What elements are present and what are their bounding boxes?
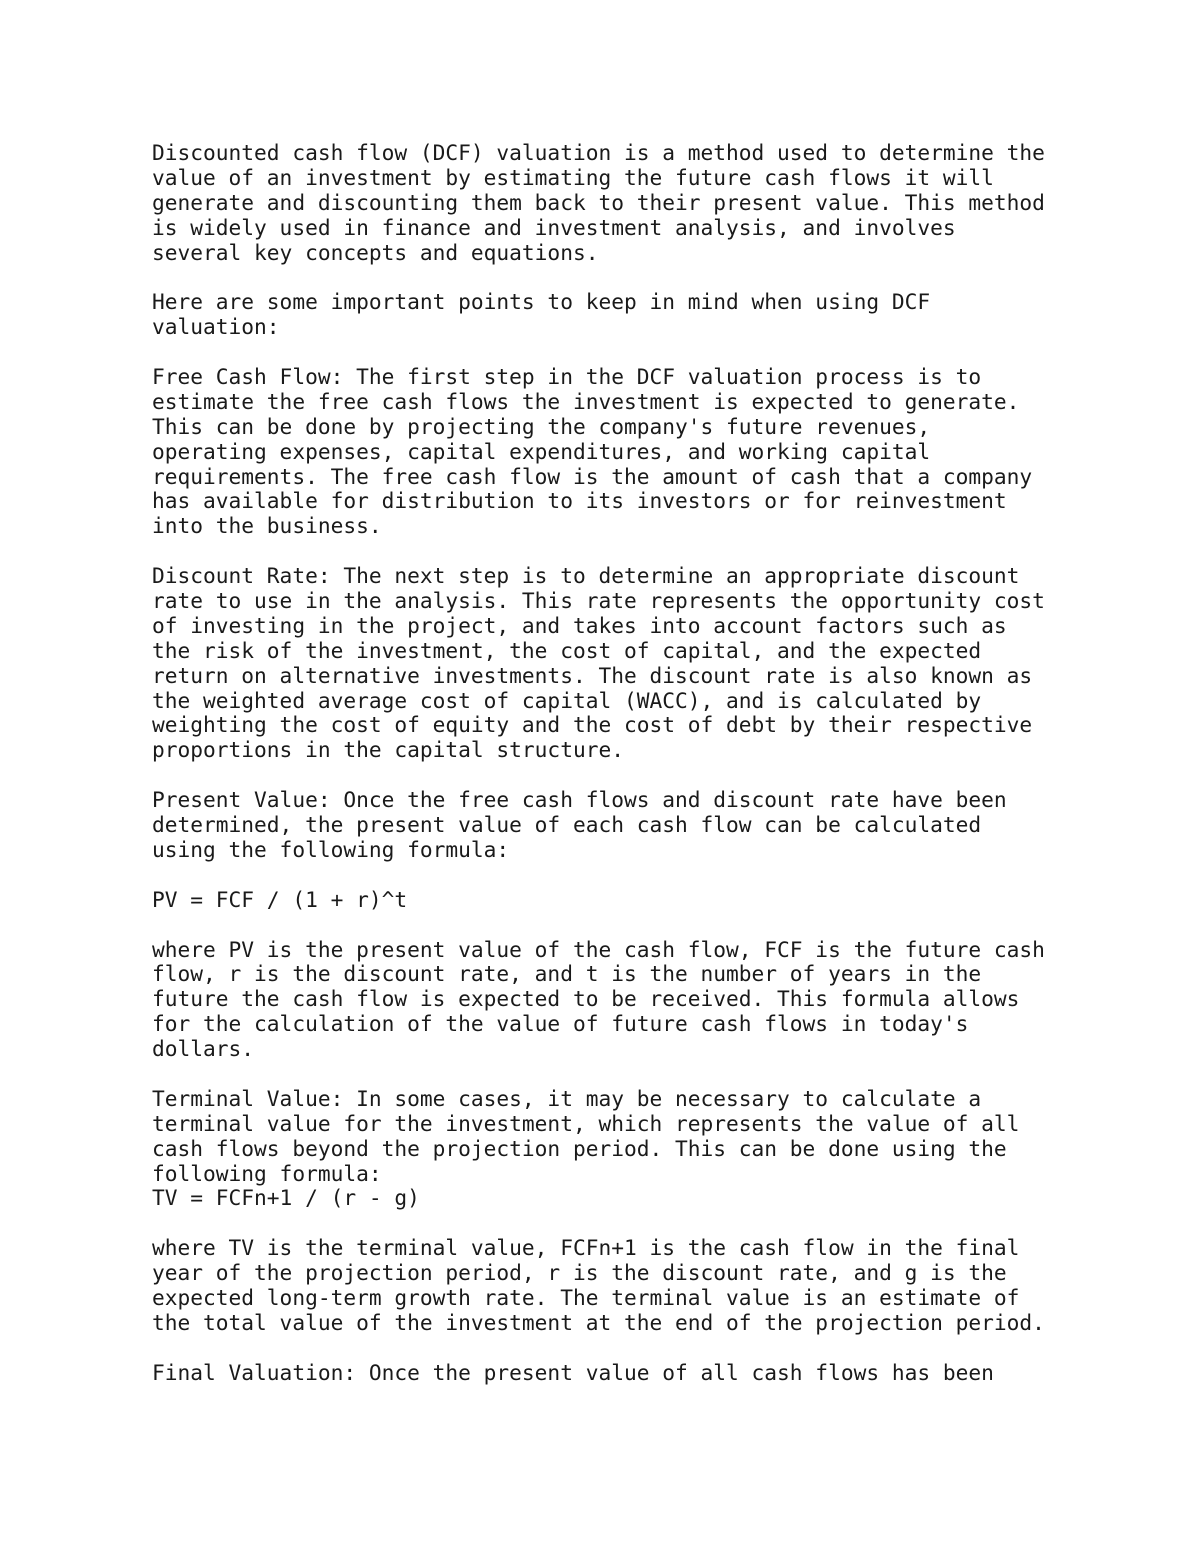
document-body [152, 141, 1152, 1386]
text-line: Discounted cash flow (DCF) valuation is a method used to determine the [152, 140, 1045, 165]
text-line: into the business. [152, 513, 382, 539]
text-line: is widely used in finance and investment analysis, and involves [152, 214, 956, 240]
text-line [152, 340, 1152, 365]
text-line: TV = FCFn+1 / (r - g) [152, 1185, 420, 1211]
text-line: Terminal Value: In some cases, it may be necessary to calculate a [152, 1085, 982, 1111]
text-line: following formula: [152, 1160, 382, 1186]
text-line: where TV is the terminal value, FCFn+1 is the cash flow in the final [152, 1235, 1020, 1261]
text-line: the total value of the investment at the end of the projection period. [152, 1309, 1045, 1335]
text-line [152, 1336, 1152, 1361]
text-line: where PV is the present value of the cash flow, FCF is the future cash [152, 936, 1045, 962]
text-line: determined, the present value of each cash flow can be calculated [152, 812, 982, 838]
text-line: requirements. The free cash flow is the amount of cash that a company [152, 463, 1033, 489]
text-line: generate and discounting them back to their present value. This method [152, 189, 1045, 215]
text-line: estimate the free cash flows the investment is expected to generate. [152, 388, 1020, 414]
text-line [152, 763, 1152, 788]
text-line: has available for distribution to its investors or for reinvestment [152, 488, 1007, 514]
text-line: for the calculation of the value of future cash flows in today's [152, 1011, 969, 1037]
text-line: value of an investment by estimating the future cash flows it will [152, 164, 994, 190]
text-line: future the cash flow is expected to be received. This formula allows [152, 986, 1020, 1012]
text-line: dollars. [152, 1036, 255, 1062]
text-line: expected long-term growth rate. The terminal value is an estimate of [152, 1284, 1020, 1310]
text-line: This can be done by projecting the company's future revenues, [152, 413, 931, 439]
text-line: several key concepts and equations. [152, 239, 599, 265]
text-line: valuation: [152, 314, 280, 340]
text-line: year of the projection period, r is the discount rate, and g is the [152, 1260, 1007, 1286]
text-line: Discount Rate: The next step is to determine an appropriate discount [152, 563, 1020, 589]
text-line [152, 913, 1152, 938]
text-line [152, 539, 1152, 564]
text-line: operating expenses, capital expenditures, and working capital [152, 438, 931, 464]
text-line: return on alternative investments. The discount rate is also known as [152, 662, 1033, 688]
text-line [152, 265, 1152, 290]
text-line: Free Cash Flow: The first step in the DCF valuation process is to [152, 364, 982, 390]
text-line: terminal value for the investment, which represents the value of all [152, 1110, 1020, 1136]
text-line: flow, r is the discount rate, and t is the number of years in the [152, 961, 982, 987]
text-line [152, 863, 1152, 888]
text-line: PV = FCF / (1 + r)^t [152, 886, 408, 912]
text-line [152, 1211, 1152, 1236]
text-line: weighting the cost of equity and the cost of debt by their respective [152, 712, 1033, 738]
text-line: of investing in the project, and takes into account factors such as [152, 612, 1007, 638]
text-line: using the following formula: [152, 836, 510, 862]
text-line: cash flows beyond the projection period. This can be done using the [152, 1135, 1007, 1161]
text-line: Present Value: Once the free cash flows and discount rate have been [152, 787, 1007, 813]
text-line: rate to use in the analysis. This rate represents the opportunity cost [152, 588, 1045, 614]
text-line: the risk of the investment, the cost of capital, and the expected [152, 637, 982, 663]
text-line: Here are some important points to keep in mind when using DCF [152, 289, 931, 315]
text-line: the weighted average cost of capital (WACC), and is calculated by [152, 687, 982, 713]
text-line: Final Valuation: Once the present value of all cash flows has been [152, 1359, 994, 1385]
text-line [152, 1062, 1152, 1087]
text-line: proportions in the capital structure. [152, 737, 624, 763]
